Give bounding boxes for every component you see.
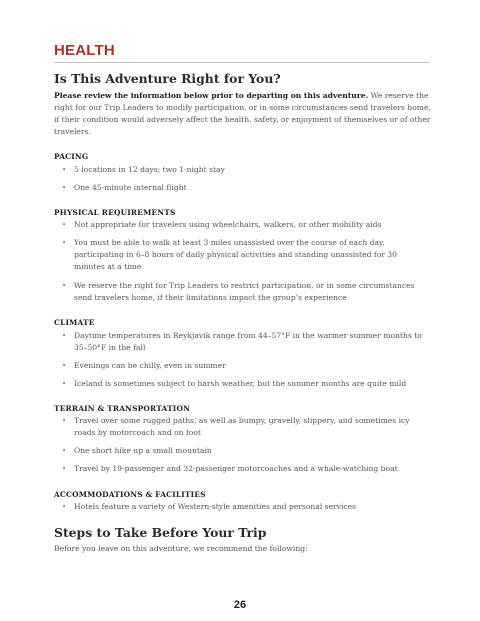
bullet-icon: • <box>62 465 67 473</box>
list-item: • Travel by 19-passenger and 32-passenger motorcoaches and a whale-watching boat <box>62 464 398 473</box>
list-item: • Evenings can be chilly, even in summer <box>62 361 226 370</box>
bullet-icon: • <box>62 362 67 370</box>
bullet-icon: • <box>62 221 67 229</box>
category-pacing: PACING <box>54 152 89 161</box>
list-item: • One 45-minute internal flight <box>62 183 187 192</box>
heading-steps-before-trip: Steps to Take Before Your Trip <box>54 525 267 540</box>
bullet-icon: • <box>62 184 67 192</box>
list-item: • Not appropriate for travelers using wheelchairs, walkers, or other mobility aids <box>62 220 382 229</box>
outro-paragraph: Before you leave on this adventure, we recommend the following: <box>54 544 308 553</box>
category-accommodations-facilities: ACCOMMODATIONS & FACILITIES <box>54 490 206 499</box>
bullet-icon: • <box>62 503 67 511</box>
list-item: • 5 locations in 12 days; two 1-night stay <box>62 165 225 174</box>
bullet-icon: • <box>62 166 67 174</box>
intro-bold: Please review the information below prior to departing on this adventure. <box>54 91 369 100</box>
category-climate: CLIMATE <box>54 318 95 327</box>
page-number: 26 <box>233 599 247 611</box>
heading-adventure-right: Is This Adventure Right for You? <box>54 71 281 86</box>
list-item: • You must be able to walk at least 3 miles unassisted over the course of each day, participating in 6–8 hours of daily physical activities and standing unassisted for 30 minutes at a time <box>62 238 397 271</box>
bullet-icon: • <box>62 239 67 247</box>
list-item: • Travel over some rugged paths, as well as bumpy, gravelly, slippery, and sometimes icy roads by motorcoach and on foot <box>62 416 410 437</box>
bullet-icon: • <box>62 447 67 455</box>
list-item: • One short hike up a small mountain <box>62 446 212 455</box>
bullet-icon: • <box>62 417 67 425</box>
bullet-icon: • <box>62 332 67 340</box>
list-item: • Daytime temperatures in Reykjavik range from 44–57°F in the warmer summer months to 35–50°F in the fall <box>62 331 422 352</box>
bullet-icon: • <box>62 282 67 290</box>
list-item: • Hotels feature a variety of Western-style amenities and personal services <box>62 502 357 511</box>
section-title: HEALTH <box>54 42 430 63</box>
list-item: • Iceland is sometimes subject to harsh weather, but the summer months are quite mild <box>62 379 407 388</box>
intro-text: We reserve the right for our Trip Leaders to modify participation, or in some circumstances send travelers home, if their condition would adversely affect the health, safety, or enjoyment of themselves or of other travelers. <box>54 91 431 136</box>
bullet-icon: • <box>62 380 67 388</box>
category-physical-requirements: PHYSICAL REQUIREMENTS <box>54 208 176 217</box>
intro-paragraph <box>54 90 432 138</box>
list-item: • We reserve the right for Trip Leaders to restrict participation, or in some circumstances send travelers home, if their limitations impact the group’s experience <box>62 281 415 302</box>
category-terrain-transportation: TERRAIN & TRANSPORTATION <box>54 404 191 413</box>
